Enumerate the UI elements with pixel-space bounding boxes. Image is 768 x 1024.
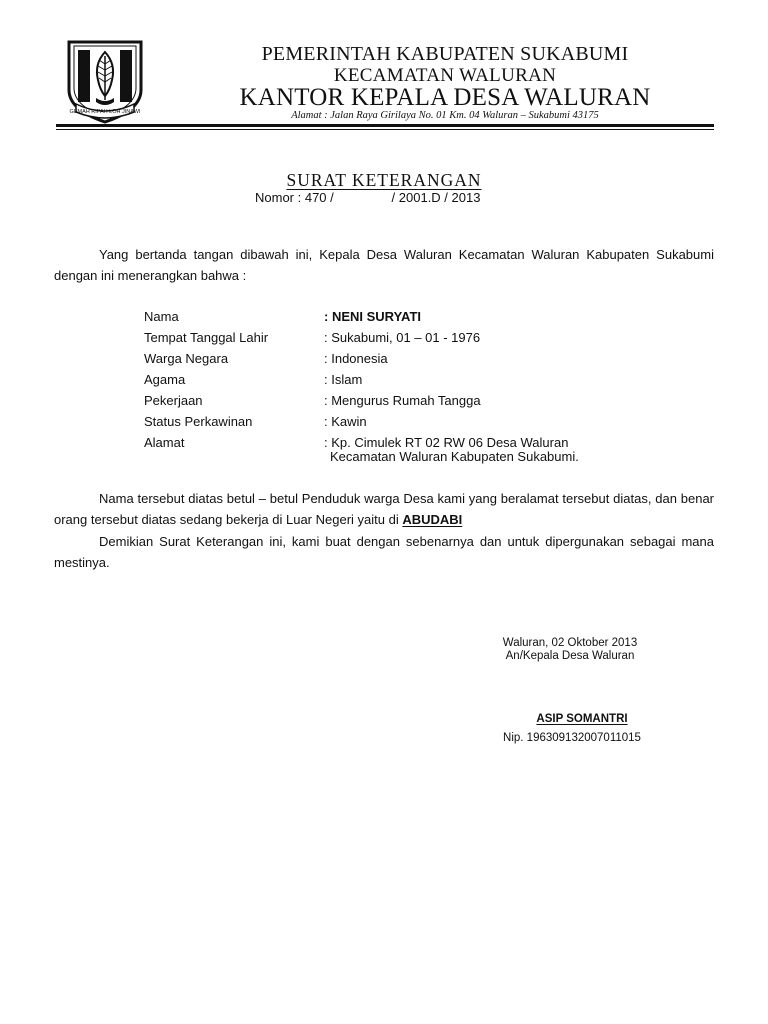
identity-value: : Mengurus Rumah Tangga [324,393,481,408]
signature-name: ASIP SOMANTRI [536,713,628,725]
identity-value: : Sukabumi, 01 – 01 - 1976 [324,330,481,345]
header-government: PEMERINTAH KABUPATEN SUKABUMI [261,43,629,65]
identity-value: : Indonesia [324,351,388,366]
closing-paragraph: Demikian Surat Keterangan ini, kami buat dengan sebenarnya dan untuk dipergunakan sebagai mana mestinya. [54,534,714,570]
identity-label: Status Perkawinan [144,414,253,429]
identity-value-line2: Kecamatan Waluran Kabupaten Sukabumi. [330,449,579,464]
letter-title: SURAT KETERANGAN [286,170,482,190]
identity-label: Tempat Tanggal Lahir [144,330,269,345]
signature-role: An/Kepala Desa Waluran [505,650,635,662]
identity-value: : Islam [324,372,363,387]
header-address: Alamat : Jalan Raya Girilaya No. 01 Km. 04 Waluran – Sukabumi 43175 [291,110,599,121]
identity-value: : Kp. Cimulek RT 02 RW 06 Desa Waluran [324,435,569,450]
header-divider-thin [56,129,714,130]
identity-value: : NENI SURYATI [324,309,422,324]
letter-title-wrap [0,170,768,191]
header-office: KANTOR KEPALA DESA WALURAN [239,84,651,111]
identity-value: : Kawin [324,414,367,429]
header-district: KECAMATAN WALURAN [333,65,557,86]
header-divider-thick [56,124,714,127]
logo-motto: GEMAH RIPAH LOH JINAWI [69,109,141,115]
signature-nip: Nip. 196309132007011015 [503,732,641,744]
statement-paragraph [54,488,714,530]
identity-label: Agama [144,372,186,387]
identity-label: Warga Negara [144,351,229,366]
identity-label: Alamat [144,435,185,450]
intro-paragraph: Yang bertanda tangan dibawah ini, Kepala Desa Waluran Kecamatan Waluran Kabupaten Sukabumi dengan ini menerangkan bahwa : [54,247,714,283]
kabupaten-sukabumi-logo [64,40,146,124]
identity-label: Nama [144,309,179,324]
letter-number: Nomor : 470 / / 2001.D / 2013 [255,190,481,205]
statement-text: Nama tersebut diatas betul – betul Penduduk warga Desa kami yang beralamat tersebut diatas, dan benar orang tersebut diatas sedang bekerja di Luar Negeri yaitu di [54,491,714,527]
destination-highlight: ABUDABI [402,512,463,527]
signature-place-date: Waluran, 02 Oktober 2013 [502,637,638,649]
identity-label: Pekerjaan [144,393,203,408]
